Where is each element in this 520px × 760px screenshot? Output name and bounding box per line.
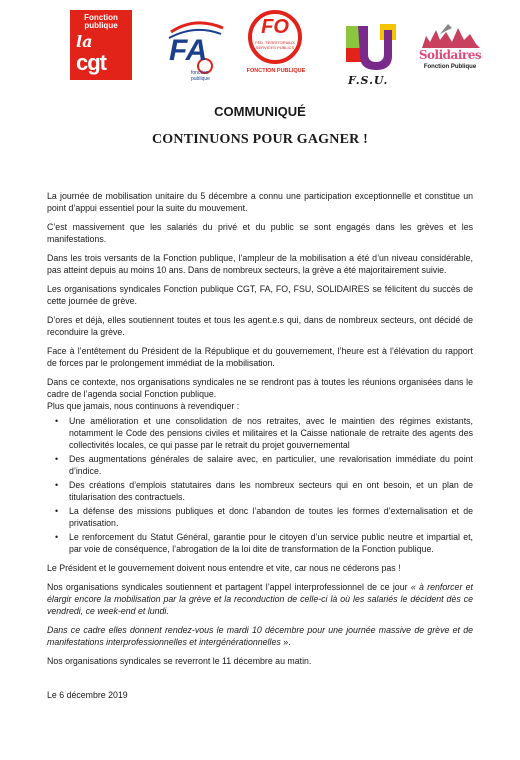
bullet-icon: • bbox=[55, 506, 59, 516]
fsu-logo-caption: F.S.U. bbox=[348, 74, 389, 87]
paragraph: La journée de mobilisation unitaire du 5 décembre a connu une participation exceptionnelle et constitue un point d’appui essentiel pour la suite du mouvement. bbox=[47, 191, 473, 213]
cgt-logo-line1: Fonction bbox=[84, 13, 118, 22]
cgt-logo bbox=[70, 10, 132, 80]
cgt-logo-line2: publique bbox=[84, 21, 118, 30]
cgt-logo-mark: cgt bbox=[76, 50, 106, 75]
solidaires-logo bbox=[418, 22, 482, 82]
solidaires-logo-caption: Fonction Publique bbox=[423, 64, 477, 70]
fo-logo-small: FÉD. TERRITORIAUX SERVICES PUBLICS bbox=[255, 40, 295, 50]
list-item-text: La défense des missions publiques et donc l’abandon de toutes les formes d’externalisation et de privatisation. bbox=[69, 506, 473, 528]
bullet-icon: • bbox=[55, 454, 59, 464]
appeal-quote: « à renforcer et élargir encore la mobilisation par la grève et la reconduction de celle-ci là où les salariés le décident dès ce vendredi, ce week-end et lundi. bbox=[47, 582, 473, 616]
list-item bbox=[55, 479, 473, 503]
list-item-text: Des créations d’emplois statutaires dans les nombreux secteurs qui en ont besoin, et un plan de titularisation des contractuels. bbox=[69, 480, 473, 502]
paragraph: Dans ce contexte, nos organisations syndicales ne se rendront pas à toutes les réunions organisées dans le cadre de l’agenda social Fonction publique. bbox=[47, 377, 473, 399]
solidaires-crowd-icon bbox=[418, 22, 482, 50]
paragraph: D’ores et déjà, elles soutiennent toutes et tous les agent.e.s qui, dans de nombreux secteurs, ont décidé de reconduire la grève. bbox=[47, 315, 473, 337]
fsu-u-icon bbox=[344, 22, 400, 72]
bullet-icon: • bbox=[55, 532, 59, 542]
cgt-logo-label bbox=[70, 14, 132, 30]
cgt-logo-la: la bbox=[76, 32, 93, 51]
paragraph: Les organisations syndicales Fonction publique CGT, FA, FO, FSU, SOLIDAIRES se félicitent du succès de cette journée de grève. bbox=[47, 284, 473, 306]
fo-logo bbox=[248, 10, 306, 82]
logo-banner bbox=[0, 8, 520, 90]
rendezvous-end: ». bbox=[280, 637, 291, 647]
list-item-text: Des augmentations générales de salaire avec, en particulier, une revalorisation immédiate du point d’indice. bbox=[69, 454, 473, 476]
rendezvous-text: Dans ce cadre elles donnent rendez-vous le mardi 10 décembre pour une journée massive de grève et de manifestations interprofessionnelles et intergénérationnelles bbox=[47, 625, 473, 647]
fo-logo-mark: FO bbox=[261, 16, 289, 38]
fa-logo-sub: fonction publique bbox=[191, 70, 210, 82]
list-item bbox=[55, 453, 473, 477]
list-item bbox=[55, 415, 473, 451]
closing-paragraph-rendezvous bbox=[47, 624, 473, 648]
paragraph: C’est massivement que les salariés du privé et du public se sont engagés dans les grèves et les manifestations. bbox=[47, 222, 473, 244]
closing-paragraph: Nos organisations syndicales se reverront le 11 décembre au matin. bbox=[47, 656, 312, 666]
page-title: COMMUNIQUÉ bbox=[214, 104, 306, 119]
bullet-icon: • bbox=[55, 416, 59, 426]
list-item bbox=[55, 531, 473, 555]
fsu-logo bbox=[344, 22, 400, 86]
page-subtitle: CONTINUONS POUR GAGNER ! bbox=[152, 132, 368, 147]
fa-logo bbox=[165, 18, 227, 80]
list-item-text: Le renforcement du Statut Général, garantie pour le citoyen d’un service public neutre et impartial et, par voie de conséquence, l’abrogation de la loi dite de transformation de la Fonction publique. bbox=[69, 532, 473, 554]
paragraph: Dans les trois versants de la Fonction publique, l’ampleur de la mobilisation a été d’un niveau considérable, pas atteint depuis au moins 10 ans. Dans de nombreux secteurs, la grève a été majoritairement suivie. bbox=[47, 253, 473, 275]
solidaires-logo-name: Solidaires bbox=[418, 48, 482, 62]
demands-intro: Plus que jamais, nous continuons à revendiquer : bbox=[47, 401, 240, 411]
closing-paragraph: Le Président et le gouvernement doivent nous entendre et vite, car nous ne céderons pas ! bbox=[47, 563, 401, 573]
paragraph: Face à l’entêtement du Président de la République et du gouvernement, l’heure est à l’élévation du rapport de forces par le prolongement immédiat de la mobilisation. bbox=[47, 346, 473, 368]
document-date: Le 6 décembre 2019 bbox=[47, 690, 128, 700]
communique-body bbox=[47, 190, 473, 674]
fo-logo-caption: FONCTION PUBLIQUE bbox=[246, 68, 306, 74]
appeal-text: Nos organisations syndicales soutiennent et partagent l’appel interprofessionnel de ce jour bbox=[47, 582, 411, 592]
list-item bbox=[55, 505, 473, 529]
fa-logo-mark: FA bbox=[169, 34, 208, 67]
demands-list bbox=[47, 415, 473, 555]
list-item-text: Une amélioration et une consolidation de nos retraites, avec le maintien des régimes existants, notamment le Code des pensions civiles et militaires et la Caisse nationale de retraite des agents des collectivités locales, ce qui passe par le retrait du projet gouvernemental bbox=[69, 416, 473, 450]
closing-paragraph-appeal bbox=[47, 581, 473, 617]
bullet-icon: • bbox=[55, 480, 59, 490]
